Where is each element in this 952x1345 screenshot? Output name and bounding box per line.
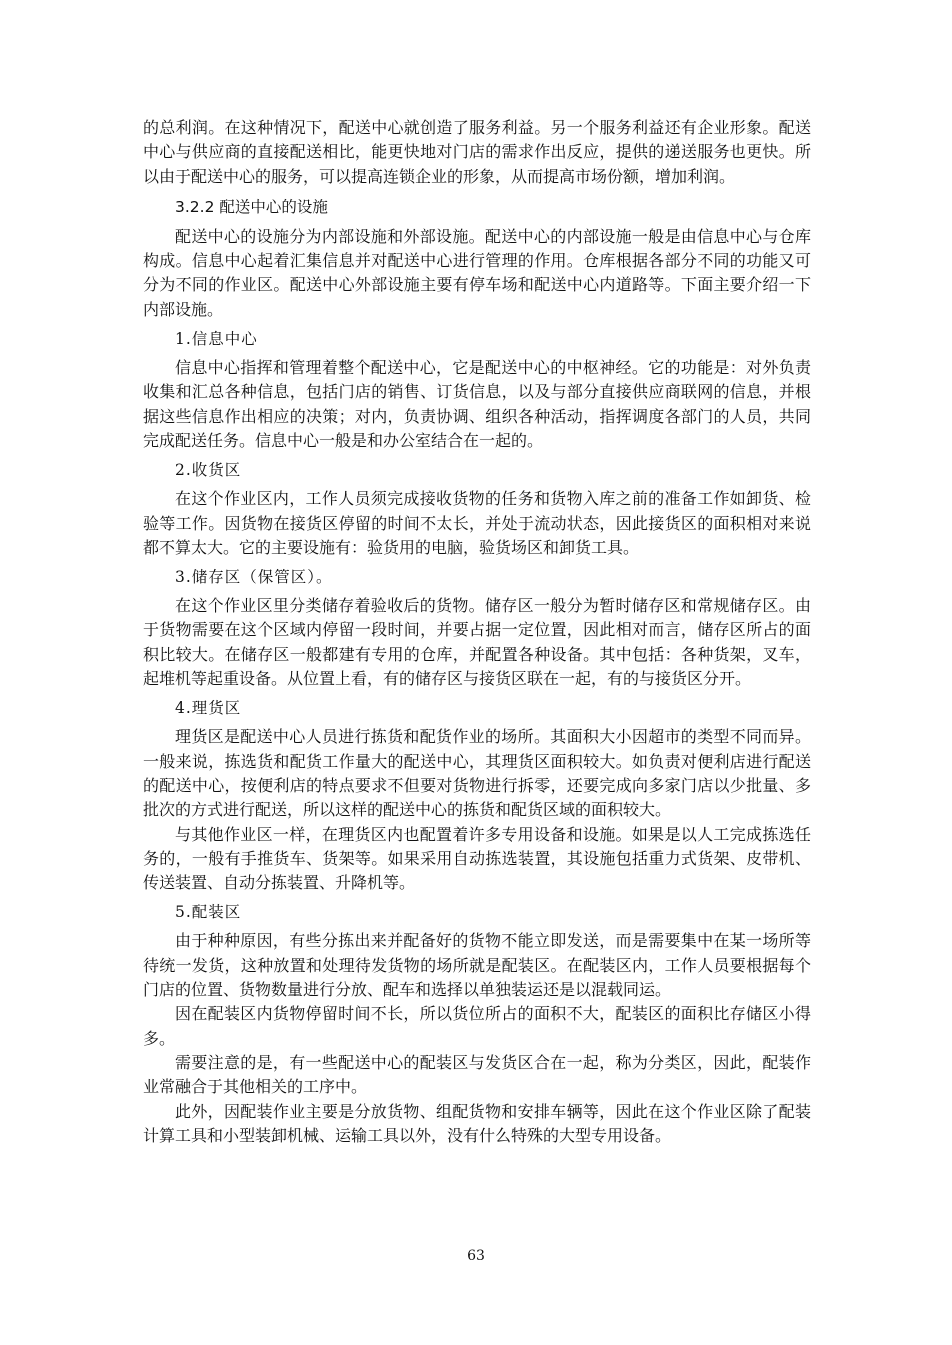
body-paragraph: 由于种种原因，有些分拣出来并配备好的货物不能立即发送，而是需要集中在某一场所等待统一发货，这种放置和处理待发货物的场所就是配装区。在配装区内，工作人员要根据每个门店的位置、货物数量进行分放、配车和选择以单独装运还是以混载同运。 <box>143 931 811 1000</box>
body-paragraph: 信息中心指挥和管理着整个配送中心，它是配送中心的中枢神经。它的功能是：对外负责收集和汇总各种信息，包括门店的销售、订货信息，以及与部分直接供应商联网的信息，并根据这些信息作出相应的决策；对内，负责协调、组织各种活动，指挥调度各部门的人员，共同完成配送任务。信息中心一般是和办公室结合在一起的。 <box>143 358 811 450</box>
body-paragraph: 因在配装区内货物停留时间不长，所以货位所占的面积不大，配装区的面积比存储区小得多。 <box>143 1004 811 1048</box>
numbered-item-heading: 1.信息中心 <box>175 330 258 349</box>
section-subheading: 3.2.2 配送中心的设施 <box>175 197 328 216</box>
page-body <box>143 116 811 1148</box>
body-paragraph: 的总利润。在这种情况下，配送中心就创造了服务利益。另一个服务利益还有企业形象。配送中心与供应商的直接配送相比，能更快地对门店的需求作出反应，提供的递送服务也更快。所以由于配送中心的服务，可以提高连锁企业的形象，从而提高市场份额，增加利润。 <box>143 118 811 186</box>
numbered-item-heading: 2.收货区 <box>175 461 242 480</box>
body-paragraph: 需要注意的是，有一些配送中心的配装区与发货区合在一起，称为分类区，因此，配装作业常融合于其他相关的工序中。 <box>143 1052 811 1097</box>
body-paragraph: 与其他作业区一样，在理货区内也配置着许多专用设备和设施。如果是以人工完成拣选任务的，一般有手推货车、货架等。如果采用自动拣选装置，其设施包括重力式货架、皮带机、传送装置、自动分拣装置、升降机等。 <box>143 824 811 893</box>
body-paragraph: 配送中心的设施分为内部设施和外部设施。配送中心的内部设施一般是由信息中心与仓库构成。信息中心起着汇集信息并对配送中心进行管理的作用。仓库根据各部分不同的功能又可分为不同的作业区。配送中心外部设施主要有停车场和配送中心内道路等。下面主要介绍一下内部设施。 <box>143 226 811 319</box>
body-paragraph: 理货区是配送中心人员进行拣货和配货作业的场所。其面积大小因超市的类型不同而异。一般来说，拣选货和配货工作量大的配送中心，其理货区面积较大。如负责对便利店进行配送的配送中心，按便利店的特点要求不但要对货物进行拆零，还要完成向多家门店以少批量、多批次的方式进行配送，所以这样的配送中心的拣货和配货区域的面积较大。 <box>143 727 811 820</box>
body-paragraph: 此外，因配装作业主要是分放货物、组配货物和安排车辆等，因此在这个作业区除了配装计算工具和小型装卸机械、运输工具以外，没有什么特殊的大型专用设备。 <box>143 1101 811 1145</box>
numbered-item-heading: 4.理货区 <box>175 699 242 718</box>
numbered-item-heading: 3.储存区（保管区）。 <box>175 568 333 587</box>
page-number: 63 <box>467 1248 485 1264</box>
body-paragraph: 在这个作业区里分类储存着验收后的货物。储存区一般分为暂时储存区和常规储存区。由于货物需要在这个区域内停留一段时间，并要占据一定位置，因此相对而言，储存区所占的面积比较大。在储存区一般都建有专用的仓库，并配置各种设备。其中包括：各种货架，叉车，起堆机等起重设备。从位置上看，有的储存区与接货区联在一起，有的与接货区分开。 <box>143 596 811 689</box>
numbered-item-heading: 5.配装区 <box>175 903 242 922</box>
body-paragraph: 在这个作业区内，工作人员须完成接收货物的任务和货物入库之前的准备工作如卸货、检验等工作。因货物在接货区停留的时间不太长，并处于流动状态，因此接货区的面积相对来说都不算太大。它的主要设施有：验货用的电脑，验货场区和卸货工具。 <box>143 489 811 557</box>
